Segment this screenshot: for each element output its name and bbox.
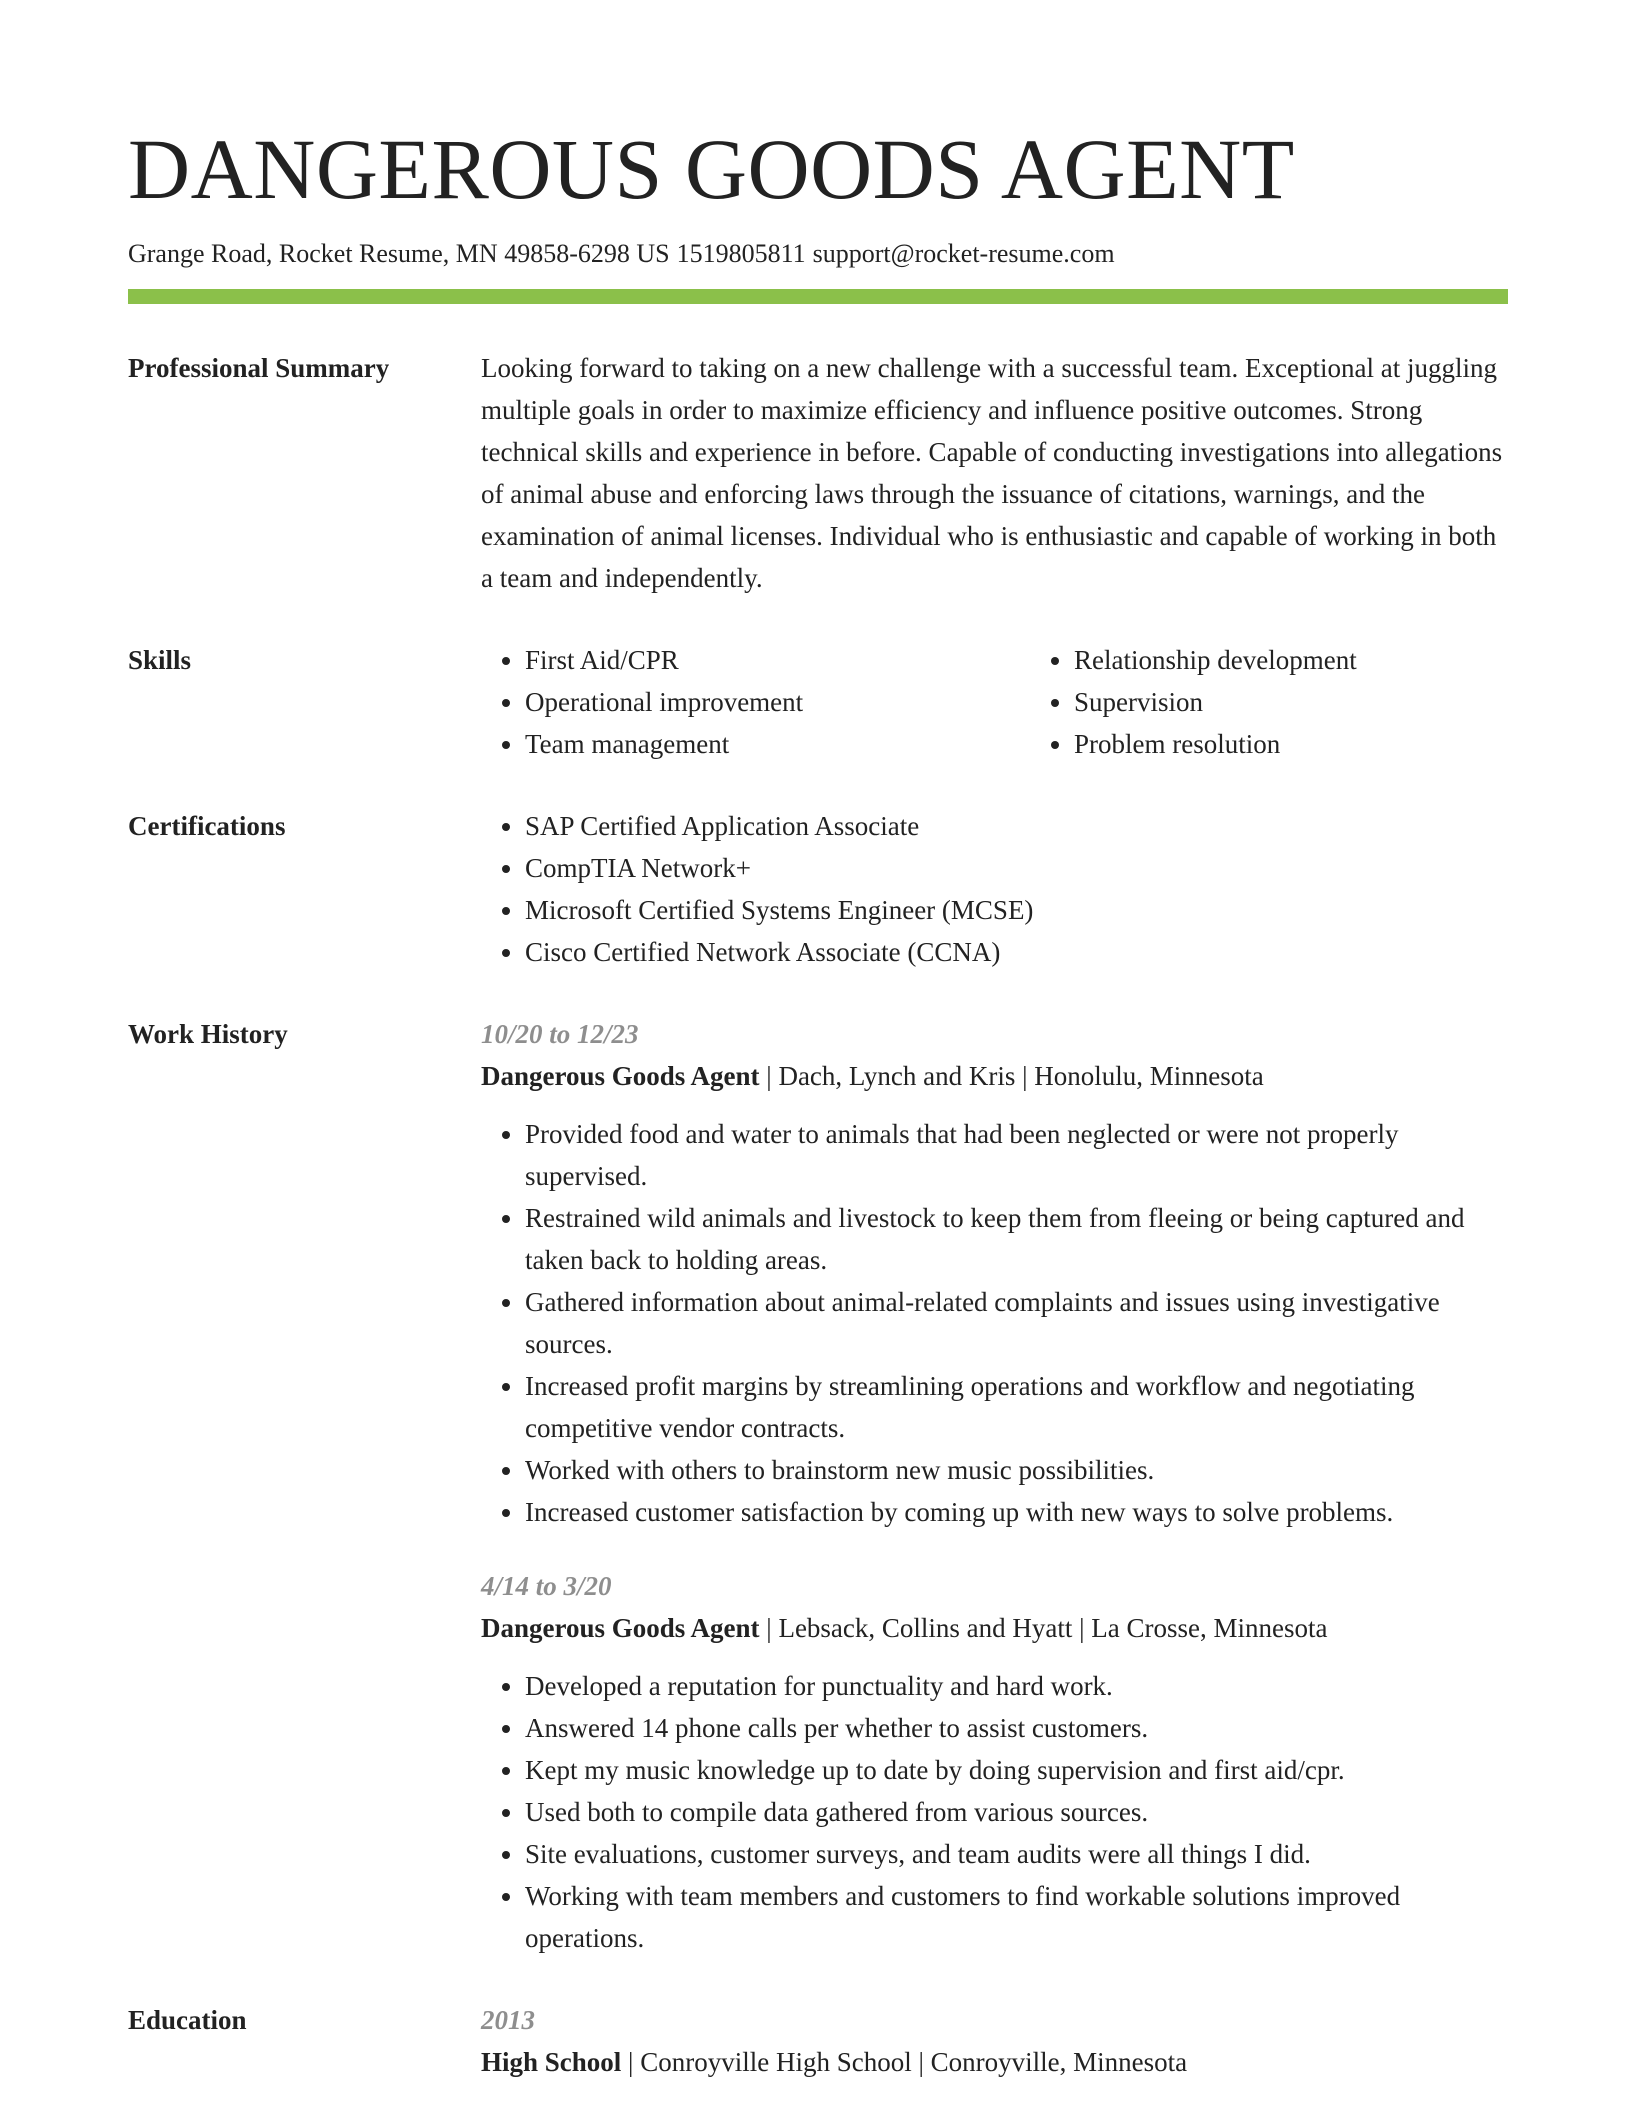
section-label-skills: Skills — [128, 645, 192, 676]
certification-item: • Cisco Certified Network Associate (CCNA) — [525, 931, 1508, 973]
summary-section — [128, 347, 1508, 599]
education-section — [128, 1999, 1508, 2083]
header-divider — [128, 289, 1508, 304]
job-duty: • Kept my music knowledge up to date by doing supervision and first aid/cpr. — [525, 1749, 1508, 1791]
section-label-work-history: Work History — [128, 1019, 288, 1050]
job-title: Dangerous Goods Agent — [481, 1613, 760, 1644]
certification-item: • Microsoft Certified Systems Engineer (MCSE) — [525, 889, 1508, 931]
job-details: | Lebsack, Collins and Hyatt | La Crosse, Minnesota — [759, 1613, 1328, 1644]
skill-item: • Supervision — [1074, 681, 1579, 723]
job-duties-list — [481, 1113, 1508, 1533]
address: Grange Road, Rocket Resume, MN 49858-6298 US — [128, 239, 670, 268]
job-duty: • Gathered information about animal-related complaints and issues using investigative sources. — [525, 1281, 1508, 1365]
job-duties-list — [481, 1665, 1508, 1959]
job-duty: • Used both to compile data gathered from various sources. — [525, 1791, 1508, 1833]
job-dates: 4/14 to 3/20 — [481, 1571, 612, 1602]
education-heading — [481, 2041, 1508, 2083]
job-entry — [481, 1565, 1508, 1959]
skill-item: • Operational improvement — [525, 681, 1030, 723]
job-details: | Dach, Lynch and Kris | Honolulu, Minnesota — [759, 1061, 1264, 1092]
job-duty: • Site evaluations, customer surveys, and team audits were all things I did. — [525, 1833, 1508, 1875]
resume-page — [128, 118, 1508, 2083]
job-entry — [481, 1013, 1508, 1533]
contact-line — [128, 238, 1508, 269]
job-duty: • Developed a reputation for punctuality and hard work. — [525, 1665, 1508, 1707]
education-details: | Conroyville High School | Conroyville, Minnesota — [621, 2047, 1188, 2078]
skills-list-right — [1030, 639, 1579, 765]
job-duty: • Worked with others to brainstorm new music possibilities. — [525, 1449, 1508, 1491]
job-duty: • Increased profit margins by streamlining operations and workflow and negotiating competitive vendor contracts. — [525, 1365, 1508, 1449]
job-title: Dangerous Goods Agent — [481, 1061, 760, 1092]
section-label-certifications: Certifications — [128, 811, 286, 842]
email: support@rocket-resume.com — [812, 239, 1115, 268]
skill-item: • Team management — [525, 723, 1030, 765]
skill-item: • Problem resolution — [1074, 723, 1579, 765]
job-duty: • Restrained wild animals and livestock to keep them from fleeing or being captured and taken back to holding areas. — [525, 1197, 1508, 1281]
certification-item: • CompTIA Network+ — [525, 847, 1508, 889]
summary-text: Looking forward to taking on a new challenge with a successful team. Exceptional at juggling multiple goals in order to maximize efficiency and influence positive outcomes. Strong technical skills and experience in before. Capable of conducting investigations into allegations of animal abuse and enforcing laws through the issuance of citations, warnings, and the examination of animal licenses. Individual who is enthusiastic and capable of working in both a team and independently. — [481, 353, 1503, 594]
certification-item: • SAP Certified Application Associate — [525, 805, 1508, 847]
skill-item: • First Aid/CPR — [525, 639, 1030, 681]
work-history-section — [128, 1013, 1508, 1959]
education-date: 2013 — [481, 2005, 535, 2036]
skills-list-left — [481, 639, 1030, 765]
job-heading — [481, 1607, 1508, 1649]
job-heading — [481, 1055, 1508, 1097]
certifications-section — [128, 805, 1508, 973]
job-duty: • Increased customer satisfaction by coming up with new ways to solve problems. — [525, 1491, 1508, 1533]
skill-item: • Relationship development — [1074, 639, 1579, 681]
section-label-summary: Professional Summary — [128, 353, 390, 384]
skills-section — [128, 639, 1508, 765]
job-duty: • Working with team members and customers to find workable solutions improved operations. — [525, 1875, 1508, 1959]
certifications-list — [481, 805, 1508, 973]
job-duty: • Provided food and water to animals that had been neglected or were not properly supervised. — [525, 1113, 1508, 1197]
job-dates: 10/20 to 12/23 — [481, 1019, 639, 1050]
job-duty: • Answered 14 phone calls per whether to assist customers. — [525, 1707, 1508, 1749]
section-label-education: Education — [128, 2005, 247, 2036]
education-degree: High School — [481, 2047, 622, 2078]
phone: 1519805811 — [676, 239, 806, 268]
candidate-name: DANGEROUS GOODS AGENT — [128, 121, 1295, 217]
